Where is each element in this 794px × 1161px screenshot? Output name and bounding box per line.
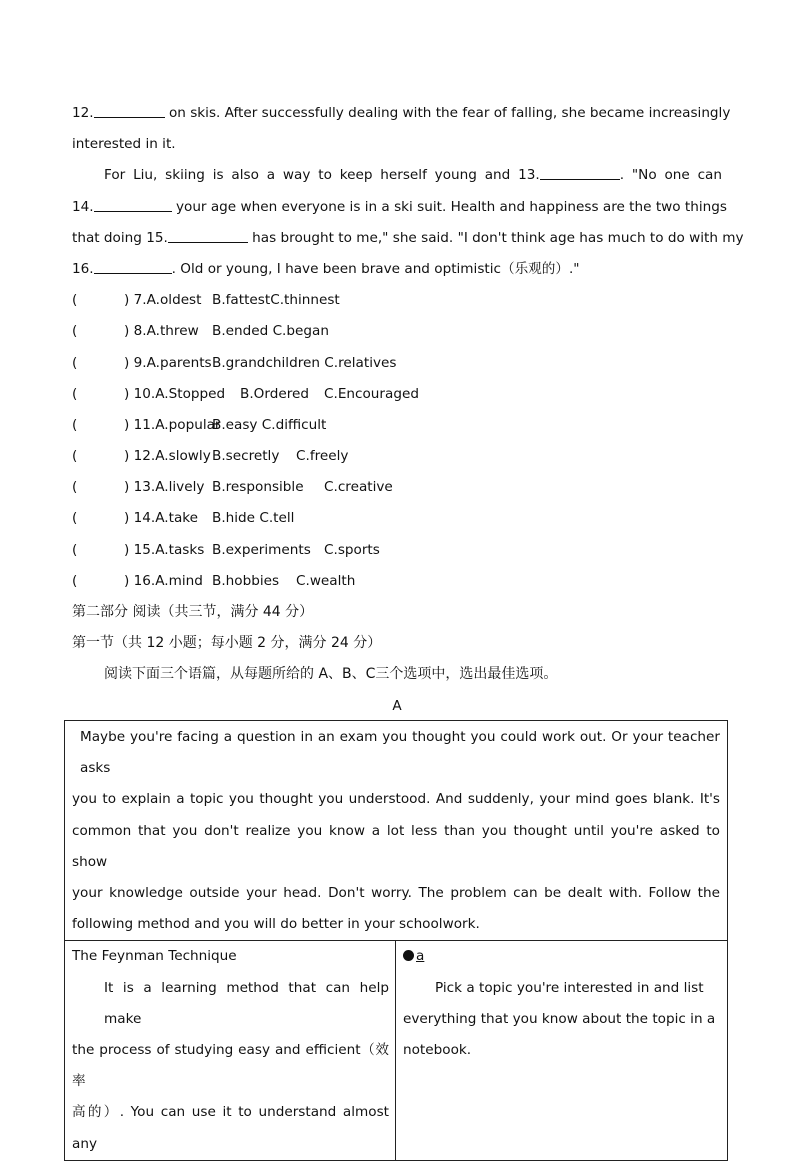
passage-label: A [392,697,402,714]
passage-line-1 [72,98,731,129]
option-c: C.freely [296,448,349,465]
technique-line: It is a learning method that can help make [104,979,389,1027]
option-row-7 [72,285,722,316]
technique-line: the process of studying easy and efficient（效率 [72,1042,389,1090]
option-a: ) 14.A.take [124,510,199,527]
step-cell [396,941,728,1160]
option-row-9 [72,348,722,379]
option-b: B.hide C.tell [212,510,295,527]
technique-title: The Feynman Technique [72,948,237,965]
question-number: 14. [72,198,94,215]
passage-text: . Old or young, I have been brave and optimistic（乐观的）." [171,260,580,277]
option-row-11 [72,410,722,441]
option-c: C.Encouraged [324,385,419,402]
answer-blank[interactable] [540,165,620,180]
passage-line-3 [72,160,722,191]
option-b: B.experiments [212,541,311,558]
option-a: ) 15.A.tasks [124,541,205,558]
option-b: B.easy C.difficult [212,416,327,433]
option-a: ) 9.A.parents [124,354,212,371]
answer-bracket[interactable]: ( [72,292,78,309]
intro-line: common that you don't realize you know a lot less than you thought until you're asked to show [72,822,720,870]
option-a: ) 8.A.threw [124,323,199,340]
step-line: notebook. [403,1042,472,1059]
step-heading [403,941,721,972]
answer-bracket[interactable]: ( [72,541,78,558]
answer-blank[interactable] [94,197,172,212]
option-row-14 [72,503,722,534]
option-row-13 [72,472,722,503]
passage-text: on skis. After successfully dealing with the fear of falling, she became increasingly [168,105,731,121]
option-c: C.wealth [296,572,356,589]
answer-bracket[interactable]: ( [72,416,78,433]
intro-line: Maybe you're facing a question in an exam you thought you could work out. Or your teacher asks [80,729,720,777]
answer-bracket[interactable]: ( [72,479,78,496]
option-c: C.sports [324,541,380,558]
question-number: 16. [72,260,94,277]
option-row-8 [72,316,722,347]
option-row-12 [72,441,722,472]
bullet-icon [403,950,414,961]
section-heading-part1: 第一节（共 12 小题；每小题 2 分，满分 24 分） [72,635,382,652]
step-line: Pick a topic you're interested in and list [435,979,704,996]
option-c: C.creative [324,479,393,496]
option-row-15 [72,535,722,566]
passage-text: has brought to me," she said. "I don't think age has much to do with my [252,229,744,246]
answer-blank[interactable] [94,259,172,274]
option-row-16 [72,566,722,597]
option-a: ) 16.A.mind [124,572,203,589]
answer-bracket[interactable]: ( [72,354,78,371]
intro-line: you to explain a topic you thought you understood. And suddenly, your mind goes blank. It's [72,791,720,808]
question-number: 12. [72,105,94,121]
option-a: ) 7.A.oldest [124,292,202,309]
answer-blank[interactable] [168,228,248,243]
option-a: ) 12.A.slowly [124,448,211,465]
passage-text: interested in it. [72,136,176,153]
technique-cell [65,941,396,1160]
option-a: ) 10.A.Stopped [124,385,226,402]
passage-text: your age when everyone is in a ski suit. Health and happiness are the two things [175,198,727,215]
option-b: B.grandchildren C.relatives [212,354,397,371]
answer-bracket[interactable]: ( [72,510,78,527]
option-b: B.responsible [212,479,304,496]
section-instruction: 阅读下面三个语篇，从每题所给的 A、B、C三个选项中，选出最佳选项。 [104,666,558,683]
option-b: B.ended C.began [212,323,329,340]
option-a: ) 13.A.lively [124,479,205,496]
intro-line: your knowledge outside your head. Don't worry. The problem can be dealt with. Follow the [72,885,720,902]
answer-bracket[interactable]: ( [72,385,78,402]
step-line: everything that you know about the topic in a [403,1010,716,1027]
passage-line-6 [72,254,722,285]
option-a: ) 11.A.popular [124,416,221,433]
passage-text: For Liu, skiing is also a way to keep herself young and 13. [104,167,540,184]
passage-line-5 [72,223,744,254]
passage-line-2 [72,129,722,160]
intro-line: following method and you will do better in your schoolwork. [72,916,480,933]
reading-table [64,720,728,1161]
passage-text: . "No one can [619,167,722,184]
section-heading-part2: 第二部分 阅读（共三节，满分 44 分） [72,604,314,620]
reading-intro-cell [65,721,728,941]
answer-bracket[interactable]: ( [72,323,78,340]
exam-page [72,98,744,722]
passage-text: that doing 15. [72,229,168,246]
option-b: B.hobbies [212,572,280,589]
passage-line-4 [72,192,727,223]
answer-bracket[interactable]: ( [72,448,78,465]
technique-line: 高的）. You can use it to understand almost any [72,1104,389,1152]
step-label: a [416,948,425,965]
option-b: B.secretly [212,448,280,465]
option-b: B.Ordered [240,385,309,402]
answer-blank[interactable] [94,103,165,118]
answer-bracket[interactable]: ( [72,572,78,589]
option-b: B.fattestC.thinnest [212,292,340,309]
option-row-10 [72,379,722,410]
